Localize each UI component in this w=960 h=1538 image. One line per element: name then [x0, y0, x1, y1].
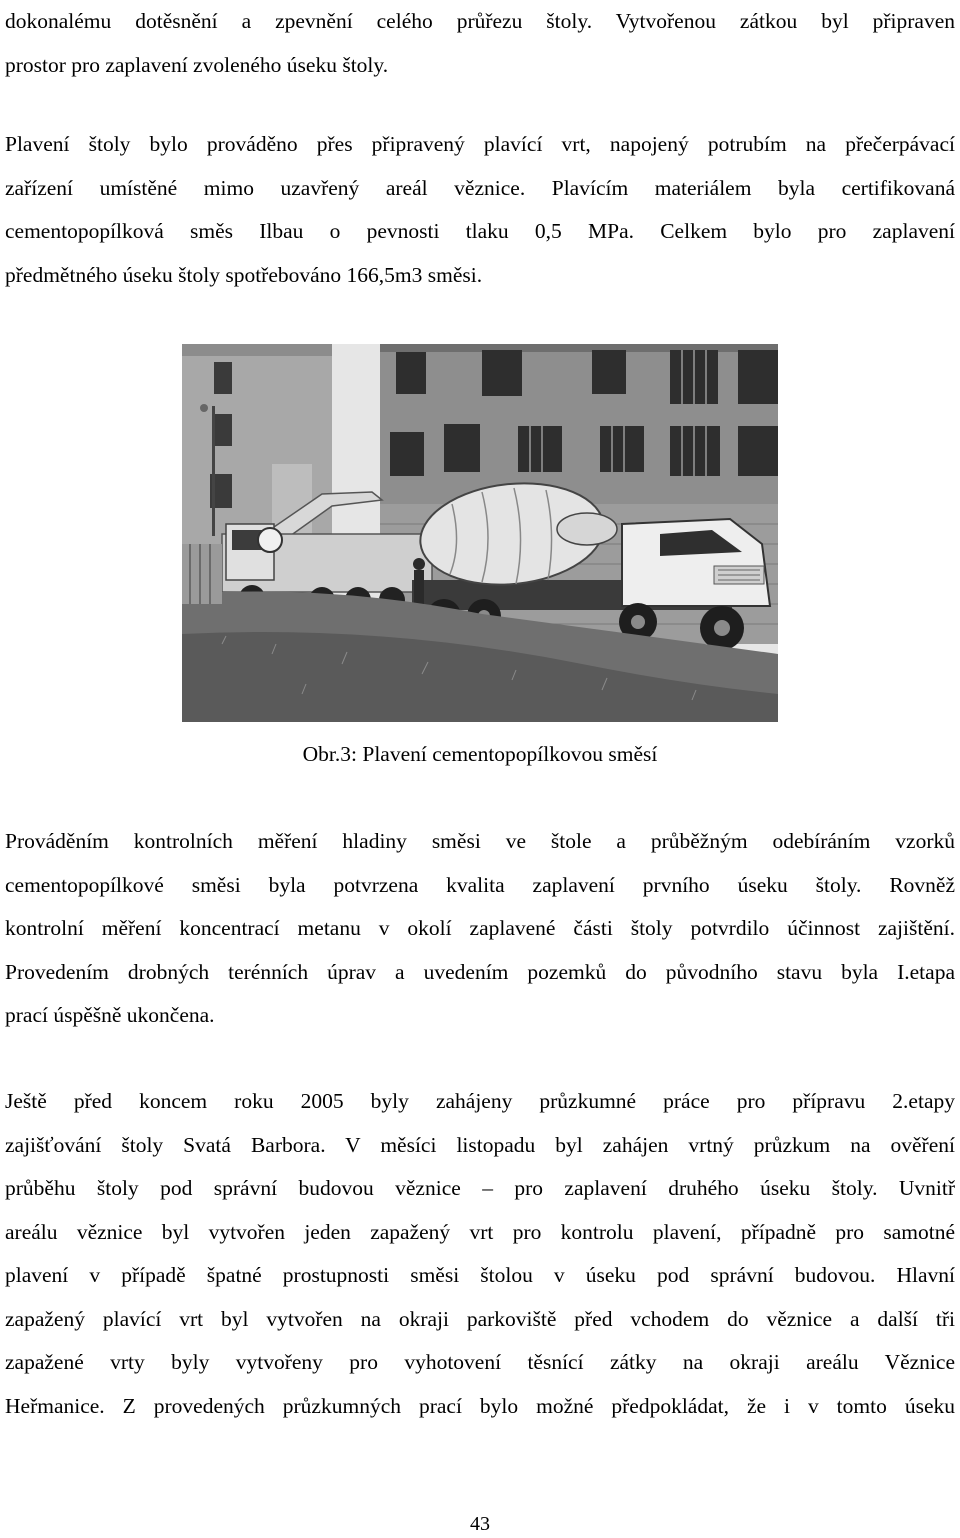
- text-line: zařízení umístěné mimo uzavřený areál věznice. Plavícím materiálem byla certifikovaná: [5, 175, 955, 200]
- text-line: dokonalému dotěsnění a zpevnění celého průřezu štoly. Vytvořenou zátkou byl připraven: [5, 9, 955, 33]
- text-line: průběhu štoly pod správní budovou věznice – pro zaplavení druhého úseku štoly. Uvnitř: [5, 1176, 955, 1200]
- text-line: předmětného úseku štoly spotřebováno 166,5m3 směsi.: [5, 262, 483, 287]
- figure-photo: [182, 344, 778, 722]
- text-line: Ještě před koncem roku 2005 byly zahájeny průzkumné práce pro přípravu 2.etapy: [5, 1089, 955, 1113]
- text-line: Heřmanice. Z provedených průzkumných prací bylo možné předpokládat, že i v tomto úseku: [5, 1393, 955, 1418]
- text-line: kontrolní měření koncentrací metanu v okolí zaplavené části štoly potvrdilo účinnost zajištění.: [5, 916, 955, 940]
- text-line: plavení v případě špatné prostupnosti směsi štolou v úseku pod správní budovou. Hlavní: [5, 1263, 955, 1287]
- paragraph-2: [5, 123, 955, 297]
- paragraph-4: [5, 1080, 955, 1428]
- text-line: prací úspěšně ukončena.: [5, 1003, 215, 1027]
- text-line: zapažené vrty byly vytvořeny pro vyhotovení těsnící zátky na okraji areálu Věznice: [5, 1350, 955, 1374]
- text-line: cementopopílkové směsi byla potvrzena kvalita zaplavení prvního úseku štoly. Rovněž: [5, 872, 955, 897]
- figure-caption: Obr.3: Plavení cementopopílkovou směsí: [302, 742, 658, 766]
- text-line: areálu věznice byl vytvořen jeden zapažený vrt pro kontrolu plavení, případně pro samotné: [5, 1219, 955, 1244]
- text-line: zajišťování štoly Svatá Barbora. V měsíci listopadu byl zahájen vrtný průzkum na ověření: [5, 1132, 955, 1157]
- text-line: Prováděním kontrolních měření hladiny směsi ve štole a průběžným odebíráním vzorků: [5, 829, 955, 853]
- paragraph-1: [5, 0, 955, 87]
- text-line: zapažený plavící vrt byl vytvořen na okraji parkoviště před vchodem do věznice a další tři: [5, 1306, 955, 1331]
- text-line: cementopopílková směs Ilbau o pevnosti tlaku 0,5 MPa. Celkem bylo pro zaplavení: [5, 219, 955, 243]
- paragraph-3: [5, 820, 955, 1038]
- concrete-trucks-photo: [182, 344, 778, 722]
- text-line: Provedením drobných terénních úprav a uvedením pozemků do původního stavu byla I.etapa: [5, 959, 955, 984]
- page-number: 43: [470, 1513, 490, 1535]
- text-line: prostor pro zaplavení zvoleného úseku štoly.: [5, 52, 389, 77]
- text-line: Plavení štoly bylo prováděno přes připravený plavící vrt, napojený potrubím na přečerpávací: [5, 132, 955, 156]
